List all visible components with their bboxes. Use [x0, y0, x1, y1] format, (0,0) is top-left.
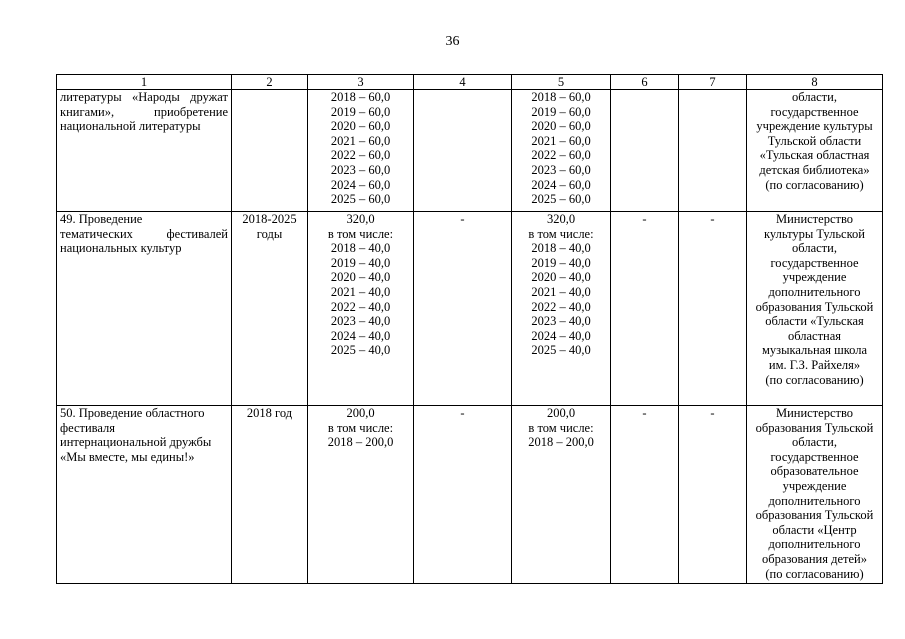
cell-text-line: им. Г.З. Райхеля»	[768, 357, 861, 372]
cell-text-line: областная	[787, 328, 842, 343]
cell-text-line: 2019 – 60,0	[330, 104, 391, 119]
cell-text-line: учреждение	[782, 270, 847, 285]
cell-text-line: дополнительного	[768, 284, 861, 299]
regional-funding-cell	[512, 406, 611, 584]
table-row	[57, 406, 883, 584]
total-funding-cell	[308, 90, 414, 212]
cell-text-line: 200,0	[546, 406, 576, 420]
period-cell	[232, 212, 308, 406]
cell-text-line: 2023 – 60,0	[330, 162, 391, 177]
municipal-funding-cell	[611, 212, 679, 406]
cell-text-line: Министерство	[775, 406, 854, 420]
cell-text-line: в том числе:	[528, 420, 594, 435]
cell-text-line: национальной литературы	[60, 119, 201, 134]
cell-text-line: детская библиотека»	[759, 162, 870, 177]
page-number: 36	[445, 34, 460, 49]
cell-text-line: культуры Тульской	[764, 226, 865, 241]
cell-text-line: 2018 – 200,0	[327, 435, 394, 450]
cell-text-line: (по согласованию)	[765, 566, 864, 581]
executor-cell	[747, 406, 883, 584]
cell-text-line: учреждение	[782, 478, 847, 493]
cell-text-line: 2022 – 40,0	[330, 299, 391, 314]
cell-text-line: 2021 – 60,0	[531, 133, 591, 148]
other-funding-cell	[679, 212, 747, 406]
cell-text-line: 2024 – 60,0	[330, 177, 391, 192]
cell-text-line: в том числе:	[528, 226, 594, 241]
cell-text-line: дополнительного	[768, 537, 861, 552]
cell-text-line: учреждение культуры	[756, 119, 873, 134]
cell-text-line: 2025 – 60,0	[531, 192, 591, 207]
cell-text-line: 2018 – 40,0	[330, 241, 391, 256]
cell-text-line: образования Тульской	[755, 508, 874, 523]
column-header-4: 4	[414, 75, 512, 90]
cell-text-line: литературы «Народы дружат	[60, 90, 228, 104]
cell-text-line: 2019 – 60,0	[531, 104, 591, 119]
cell-text-line: фестиваля	[60, 420, 116, 435]
cell-text-line: в том числе:	[327, 420, 394, 435]
cell-text-line: 2023 – 40,0	[330, 314, 391, 329]
cell-text-line: 2025 – 40,0	[330, 343, 391, 358]
cell-text-line: 2023 – 40,0	[531, 314, 591, 329]
cell-text-line: 320,0	[546, 212, 576, 226]
event-name-cell	[57, 90, 232, 212]
cell-text-line: 50. Проведение областного	[60, 406, 205, 420]
cell-text-line: 2022 – 40,0	[531, 299, 591, 314]
cell-text-line: музыкальная школа	[761, 343, 868, 358]
cell-text-line: -	[642, 212, 647, 226]
cell-text-line: годы	[256, 226, 283, 241]
cell-text-line: национальных культур	[60, 241, 182, 256]
cell-text-line: 2021 – 40,0	[531, 284, 591, 299]
cell-text-line: (по согласованию)	[765, 372, 864, 387]
cell-text-line: книгами», приобретение	[60, 104, 228, 119]
cell-text-line: «Мы вместе, мы едины!»	[60, 449, 195, 464]
cell-text-line: области «Тульская	[765, 314, 864, 329]
cell-text-line: 2025 – 60,0	[330, 192, 391, 207]
column-header-7: 7	[679, 75, 747, 90]
cell-text-line: 2024 – 40,0	[330, 328, 391, 343]
cell-text-line: 2018-2025	[242, 212, 297, 226]
cell-text-line: 2022 – 60,0	[531, 148, 591, 163]
cell-text-line: тематических фестивалей	[60, 226, 228, 241]
municipal-funding-cell	[611, 90, 679, 212]
event-name-cell	[57, 406, 232, 584]
column-header-2: 2	[232, 75, 308, 90]
cell-text-line: Тульской области	[767, 133, 862, 148]
cell-text-line: 2020 – 40,0	[330, 270, 391, 285]
cell-text-line: 2025 – 40,0	[531, 343, 591, 358]
cell-text-line: 2018 – 60,0	[330, 90, 391, 104]
cell-text-line: образовательное	[770, 464, 859, 479]
table-header-row	[57, 75, 883, 90]
total-funding-cell	[308, 212, 414, 406]
program-table	[56, 74, 883, 584]
cell-text-line: -	[460, 212, 465, 226]
cell-text-line: -	[642, 406, 647, 420]
cell-text-line: интернациональной дружбы	[60, 435, 212, 450]
column-header-5: 5	[512, 75, 611, 90]
cell-text-line: 2018 год	[246, 406, 293, 420]
cell-text-line: 2018 – 40,0	[531, 241, 591, 256]
cell-text-line: 2020 – 40,0	[531, 270, 591, 285]
cell-text-line: образования детей»	[762, 551, 867, 566]
regional-funding-cell	[512, 90, 611, 212]
municipal-funding-cell	[611, 406, 679, 584]
federal-funding-cell	[414, 90, 512, 212]
cell-text-line: 2019 – 40,0	[330, 255, 391, 270]
column-header-8: 8	[747, 75, 883, 90]
cell-text-line: области,	[792, 241, 837, 256]
column-header-3: 3	[308, 75, 414, 90]
column-header-1: 1	[57, 75, 232, 90]
regional-funding-cell	[512, 212, 611, 406]
cell-text-line: в том числе:	[327, 226, 394, 241]
cell-text-line: государственное	[770, 255, 859, 270]
cell-text-line: 2023 – 60,0	[531, 162, 591, 177]
cell-text-line: 200,0	[346, 406, 375, 420]
cell-text-line: дополнительного	[768, 493, 861, 508]
cell-text-line: «Тульская областная	[759, 148, 870, 163]
period-cell	[232, 90, 308, 212]
cell-text-line: Министерство	[775, 212, 854, 226]
cell-text-line: (по согласованию)	[765, 177, 864, 192]
cell-text-line: 2018 – 60,0	[531, 90, 591, 104]
cell-text-line: 2018 – 200,0	[528, 435, 594, 450]
cell-text-line: образования Тульской	[755, 299, 874, 314]
column-header-6: 6	[611, 75, 679, 90]
cell-text-line: образования Тульской	[755, 420, 874, 435]
cell-text-line: 2019 – 40,0	[531, 255, 591, 270]
executor-cell	[747, 90, 883, 212]
cell-text-line: -	[460, 406, 465, 420]
total-funding-cell	[308, 406, 414, 584]
cell-text-line: государственное	[770, 104, 859, 119]
executor-cell	[747, 212, 883, 406]
federal-funding-cell	[414, 212, 512, 406]
table-row	[57, 90, 883, 212]
cell-text-line: 49. Проведение	[60, 212, 143, 226]
cell-text-line: области,	[792, 435, 837, 450]
table-row	[57, 212, 883, 406]
cell-text-line: 2020 – 60,0	[330, 119, 391, 134]
cell-text-line: 2021 – 40,0	[330, 284, 391, 299]
cell-text-line: государственное	[770, 449, 859, 464]
event-name-cell	[57, 212, 232, 406]
cell-text-line: области,	[792, 90, 837, 104]
cell-text-line: 2020 – 60,0	[531, 119, 591, 134]
cell-text-line: -	[710, 212, 715, 226]
cell-text-line: 2022 – 60,0	[330, 148, 391, 163]
other-funding-cell	[679, 406, 747, 584]
federal-funding-cell	[414, 406, 512, 584]
cell-text-line: -	[710, 406, 715, 420]
cell-text-line: 2024 – 60,0	[531, 177, 591, 192]
cell-text-line: 2024 – 40,0	[531, 328, 591, 343]
cell-text-line: области «Центр	[772, 522, 857, 537]
period-cell	[232, 406, 308, 584]
cell-text-line: 320,0	[346, 212, 375, 226]
cell-text-line: 2021 – 60,0	[330, 133, 391, 148]
other-funding-cell	[679, 90, 747, 212]
